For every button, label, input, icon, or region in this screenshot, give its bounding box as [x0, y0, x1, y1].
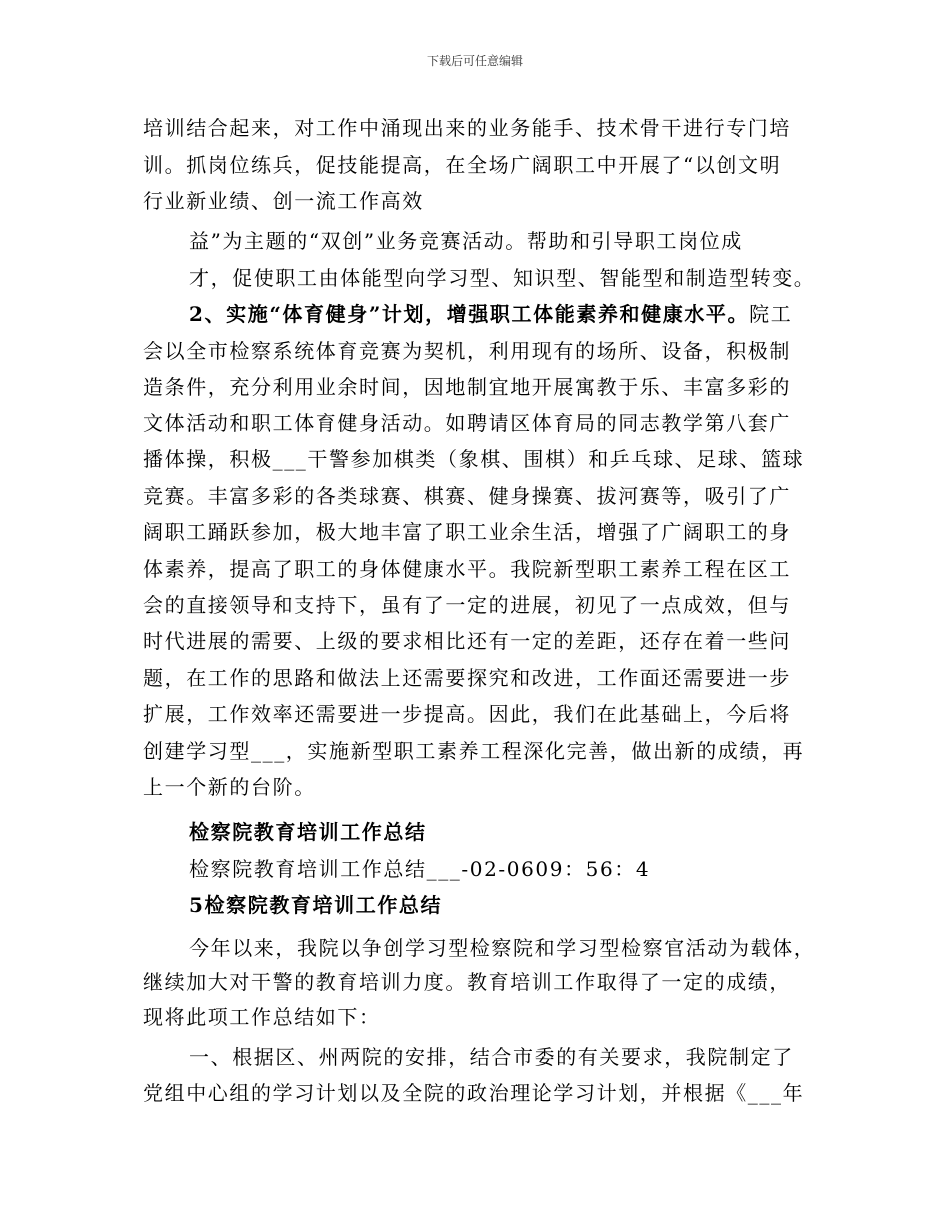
section-2-heading: 2、实施“体育健身”计划，增强职工体能素养和健康水平。 [189, 302, 750, 326]
body-line: 会以全市检察系统体育竞赛为契机，利用现有的场所、设备，积极制 [143, 339, 791, 363]
body-line: 文体活动和职工体育健身活动。如聘请区体育局的同志教学第八套广 [143, 411, 791, 435]
title-date-line: 检察院教育培训工作总结___-02-0609：56：4 [189, 857, 651, 881]
body-line: 题，在工作的思路和做法上还需要探究和改进，工作面还需要进一步 [143, 666, 791, 690]
page-header: 下载后可任意编辑 [426, 54, 523, 68]
body-line: 党组中心组的学习计划以及全院的政治理论学习计划，并根据《___年 [143, 1081, 805, 1105]
section-2-tail: 院工 [749, 302, 793, 326]
body-line: 继续加大对干警的教育培训力度。教育培训工作取得了一定的成绩， [143, 970, 791, 994]
body-line: 训。抓岗位练兵，促技能提高，在全场广阔职工中开展了“以创文明 [143, 153, 782, 177]
body-line: 播体操，积极___干警参加棋类（象棋、围棋）和乒乓球、足球、篮球 [143, 447, 805, 471]
body-line: 造条件，充分利用业余时间，因地制宜地开展寓教于乐、丰富多彩的 [143, 375, 791, 399]
body-line: 会的直接领导和支持下，虽有了一定的进展，初见了一点成效，但与 [143, 593, 791, 617]
body-line: 培训结合起来，对工作中涌现出来的业务能手、技术骨干进行专门培 [143, 116, 791, 140]
body-line: 竞赛。丰富多彩的各类球赛、棋赛、健身操赛、拔河赛等，吸引了广 [143, 484, 791, 508]
body-line: 扩展，工作效率还需要进一步提高。因此，我们在此基础上，今后将 [143, 702, 791, 726]
section-2-paragraph-start [189, 300, 792, 328]
section-title: 检察院教育培训工作总结 [189, 820, 427, 844]
body-line: 一、根据区、州两院的安排，结合市委的有关要求，我院制定了 [189, 1045, 794, 1069]
body-line: 创建学习型___，实施新型职工素养工程深化完善，做出新的成绩，再 [143, 739, 805, 763]
body-line: 行业新业绩、创一流工作高效 [143, 189, 424, 213]
body-line: 时代进展的需要、上级的要求相比还有一定的差距，还存在着一些问 [143, 629, 791, 653]
section-title: 5检察院教育培训工作总结 [189, 893, 443, 917]
body-line: 益”为主题的“双创”业务竞赛活动。帮助和引导职工岗位成 [189, 229, 743, 253]
body-line: 阔职工踊跃参加，极大地丰富了职工业余生活，增强了广阔职工的身 [143, 520, 791, 544]
body-line: 现将此项工作总结如下： [143, 1005, 381, 1029]
body-line: 体素养，提高了职工的身体健康水平。我院新型职工素养工程在区工 [143, 557, 791, 581]
body-line: 才，促使职工由体能型向学习型、知识型、智能型和制造型转变。 [189, 266, 816, 290]
body-line: 今年以来，我院以争创学习型检察院和学习型检察官活动为载体， [189, 936, 816, 960]
body-line: 上一个新的台阶。 [143, 775, 316, 799]
